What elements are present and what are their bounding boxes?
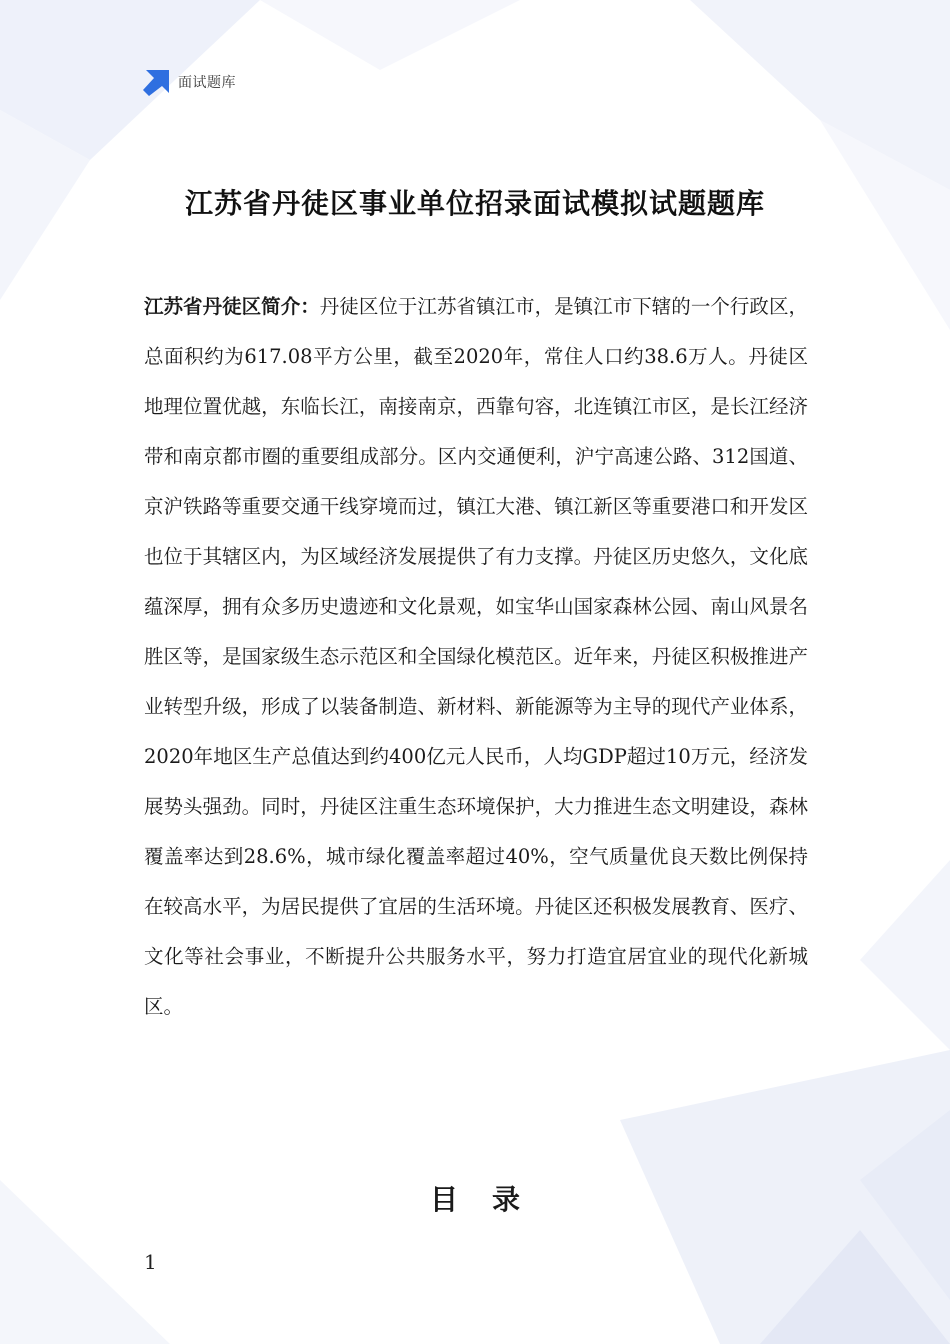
table-of-contents-heading: 目录 [429, 1183, 554, 1216]
intro-paragraph [144, 282, 808, 1032]
document-title: 江苏省丹徒区事业单位招录面试模拟试题题库 [184, 187, 765, 220]
brand-text: 面试题库 [178, 75, 236, 91]
intro-body: 丹徒区位于江苏省镇江市，是镇江市下辖的一个行政区，总面积约为617.08平方公里，截至2020年，常住人口约38.6万人。丹徒区地理位置优越，东临长江，南接南京，西靠句容，北连镇江市区，是长江经济带和南京都市圈的重要组成部分。区内交通便利，沪宁高速公路、312国道、京沪铁路等重要交通干线穿境而过，镇江大港、镇江新区等重要港口和开发区也位于其辖区内，为区域经济发展提供了有力支撑。丹徒区历史悠久，文化底蕴深厚，拥有众多历史遗迹和文化景观，如宝华山国家森林公园、南山风景名胜区等，是国家级生态示范区和全国绿化模范区。近年来，丹徒区积极推进产业转型升级，形成了以装备制造、新材料、新能源等为主导的现代产业体系，2020年地区生产总值达到约400亿元人民币，人均GDP超过10万元，经济发展势头强劲。同时，丹徒区注重生态环境保护，大力推进生态文明建设，森林覆盖率达到28.6%，城市绿化覆盖率超过40%，空气质量优良天数比例保持在较高水平，为居民提供了宜居的生活环境。丹徒区还积极发展教育、医疗、文化等社会事业，不断提升公共服务水平，努力打造宜居宜业的现代化新城区。 [144, 295, 808, 1018]
page-number: 1 [144, 1250, 157, 1274]
intro-label: 江苏省丹徒区简介： [144, 295, 320, 318]
brand-header [143, 68, 236, 96]
arrow-logo-icon [143, 69, 170, 96]
